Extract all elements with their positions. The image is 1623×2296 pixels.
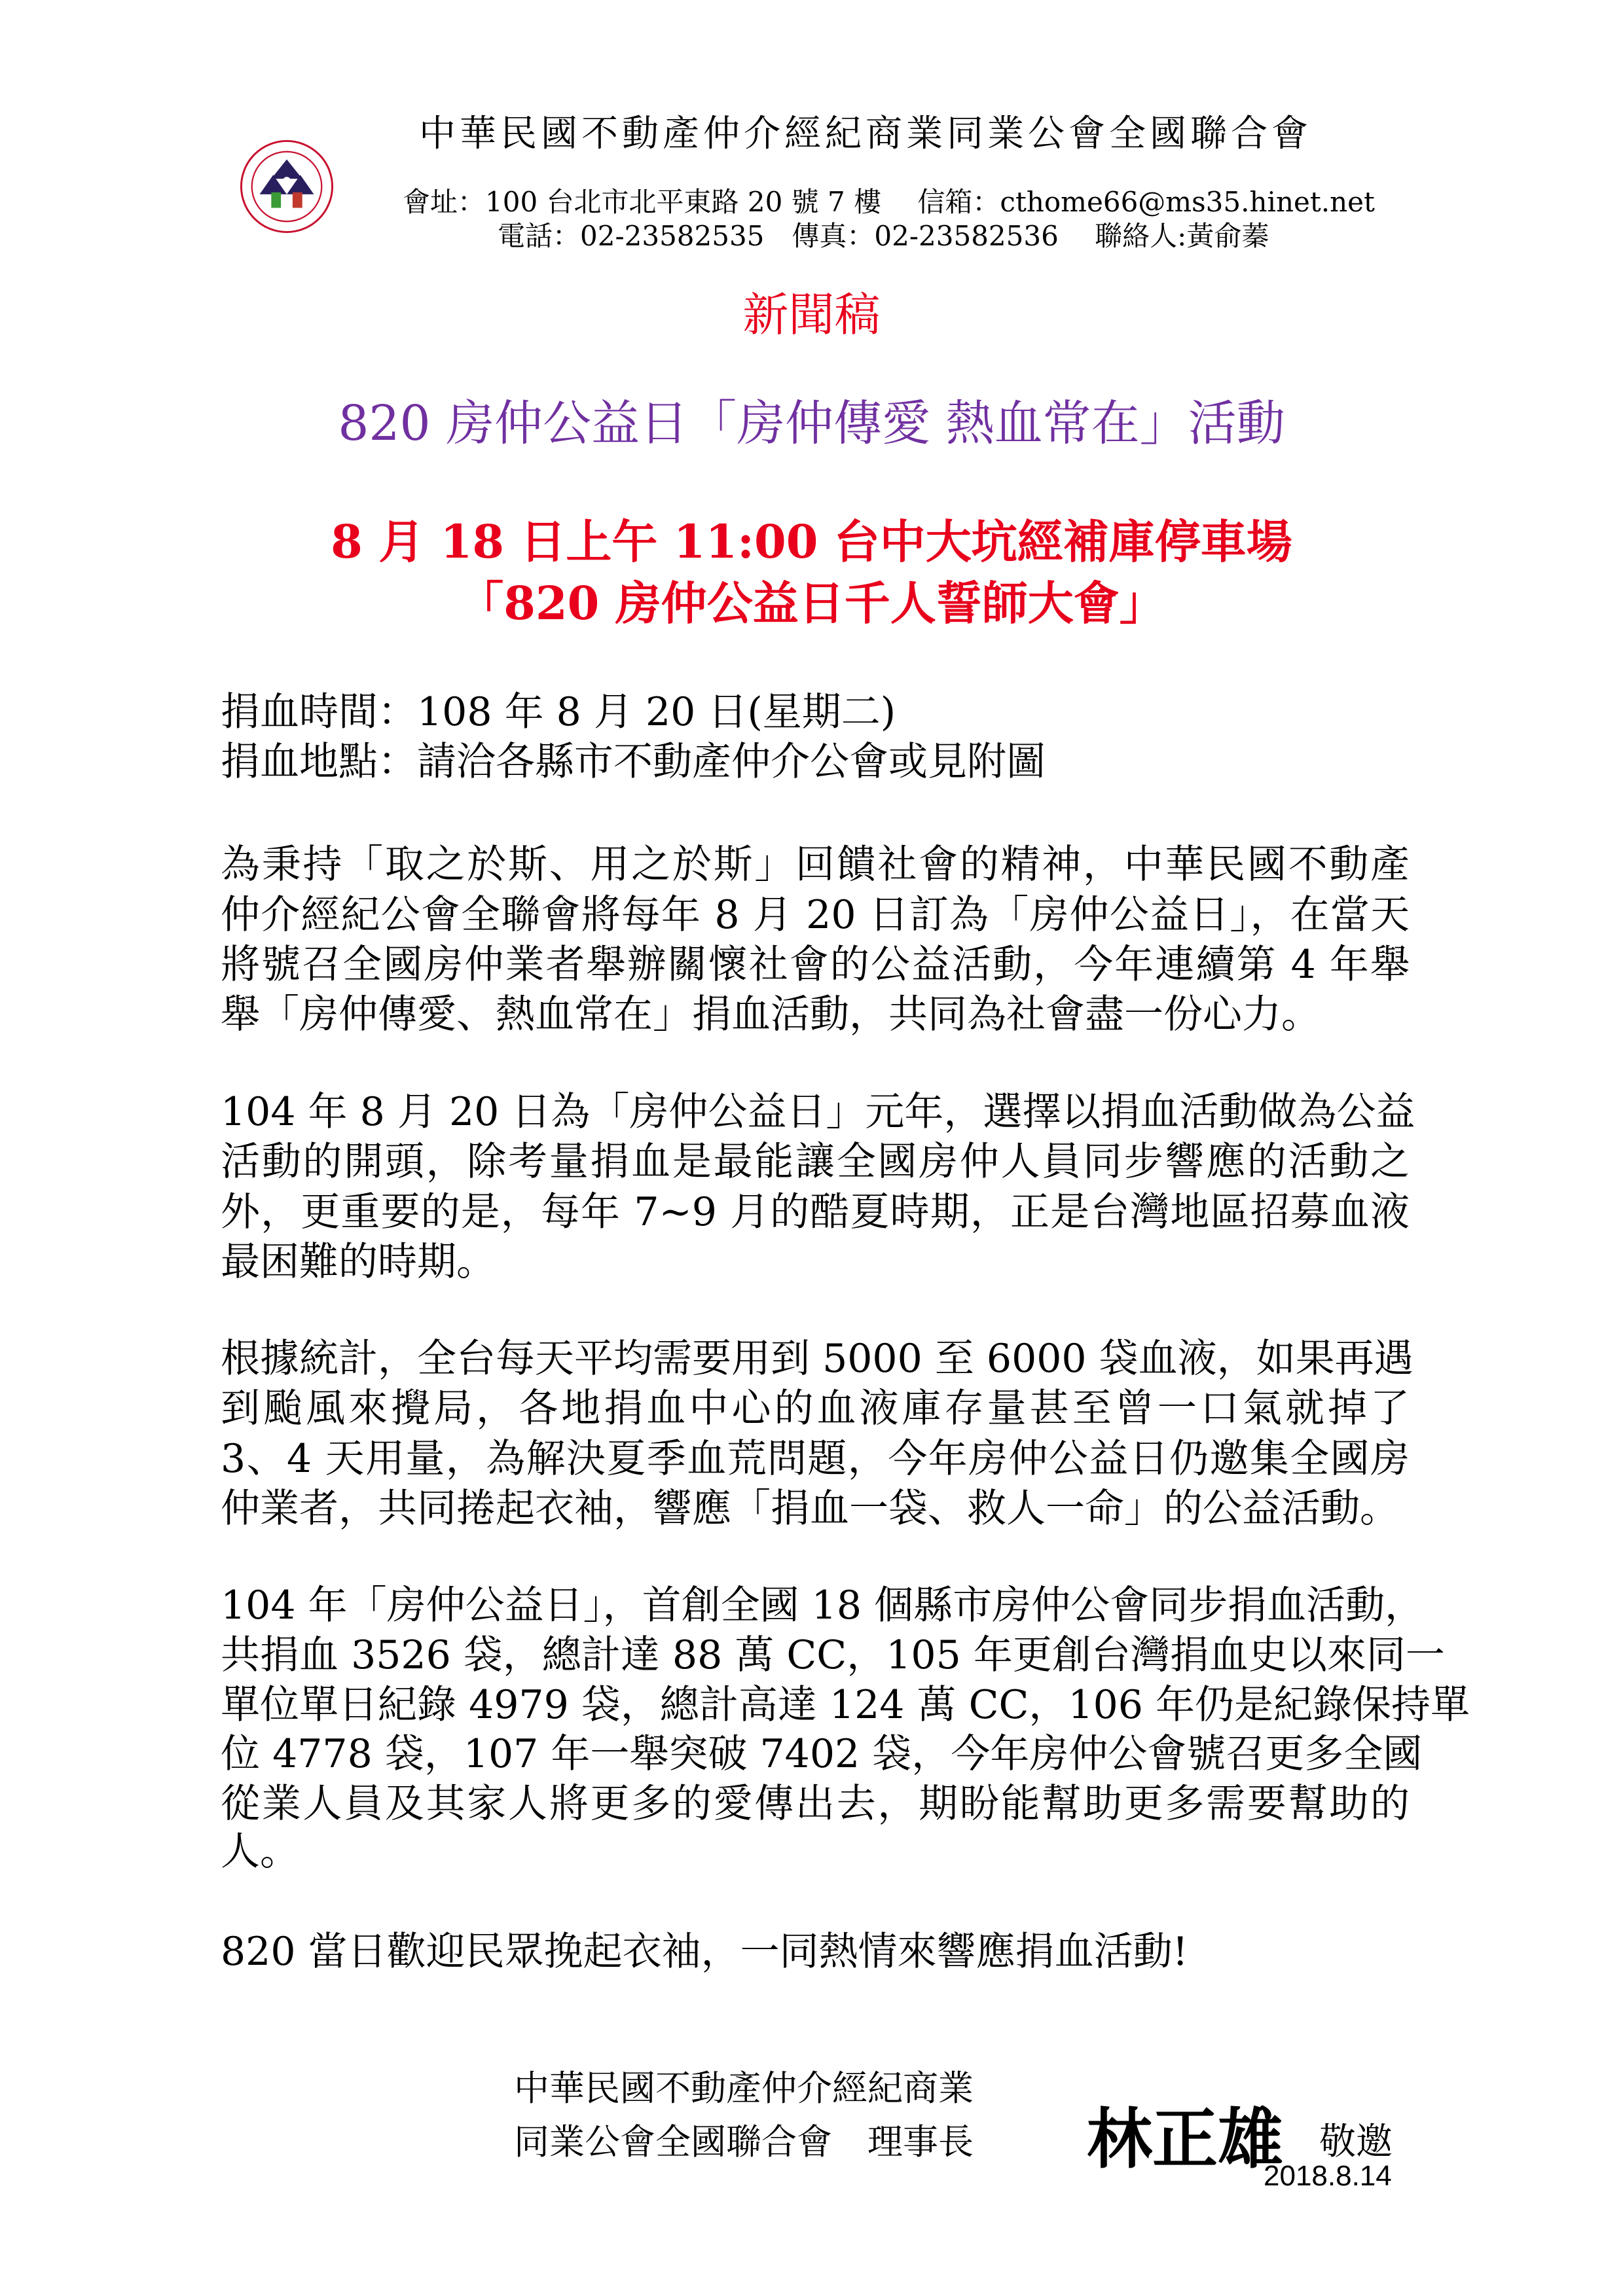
paragraph-line: 到颱風來攪局，各地捐血中心的血液庫存量甚至曾一口氣就掉了 — [221, 1386, 1410, 1431]
paragraph-line: 820 當日歡迎民眾挽起衣袖，一同熱情來響應捐血活動! — [221, 1929, 1188, 1975]
contact-line: 電話：02-23582535 傳真：02-23582536 聯絡人:黃俞蓁 — [498, 220, 1269, 252]
paragraph-line: 仲介經紀公會全聯會將每年 8 月 20 日訂為「房仲公益日」，在當天 — [221, 892, 1410, 938]
event-subtitle-time-place: 8 月 18 日上午 11:00 台中大坑經補庫停車場 — [331, 514, 1292, 569]
paragraph-line: 104 年「房仲公益日」，首創全國 18 個縣市房仲公會同步捐血活動， — [221, 1583, 1425, 1628]
paragraph-line: 共捐血 3526 袋，總計達 88 萬 CC，105 年更創台灣捐血史以來同一 — [221, 1632, 1445, 1678]
address-email-line: 會址：100 台北市北平東路 20 號 7 樓 信箱：cthome66@ms35.hinet.net — [403, 186, 1375, 218]
paragraph-line: 活動的開頭，除考量捐血是最能讓全國房仲人員同步響應的活動之 — [221, 1139, 1410, 1185]
document-date: 2018.8.14 — [1264, 2160, 1392, 2192]
event-title: 820 房仲公益日「房仲傳愛 熱血常在」活動 — [338, 395, 1285, 452]
paragraph-line: 將號召全國房仲業者舉辦關懷社會的公益活動，今年連續第 4 年舉 — [221, 942, 1410, 988]
paragraph-line: 單位單日紀錄 4979 袋，總計高達 124 萬 CC，106 年仍是紀錄保持單 — [221, 1682, 1470, 1728]
association-logo-icon — [238, 138, 335, 235]
signature-org-line1: 中華民國不動產仲介經紀商業 — [514, 2068, 974, 2109]
paragraph-line: 最困難的時期。 — [221, 1239, 496, 1285]
donation-time: 捐血時間：108 年 8 月 20 日(星期二) — [221, 689, 896, 735]
paragraph-line: 位 4778 袋，107 年一舉突破 7402 袋，今年房仲公會號召更多全國 — [221, 1731, 1423, 1777]
regards: 敬邀 — [1319, 2121, 1393, 2163]
paragraph-line: 外，更重要的是，每年 7~9 月的酷夏時期，正是台灣地區招募血液 — [221, 1189, 1410, 1235]
paragraph-line: 仲業者，共同捲起衣袖，響應「捐血一袋、救人一命」的公益活動。 — [221, 1486, 1399, 1532]
organization-name: 中華民國不動產仲介經紀商業同業公會全國聯合會 — [419, 113, 1312, 155]
donation-place: 捐血地點：請洽各縣市不動產仲介公會或見附圖 — [221, 739, 1046, 785]
paragraph-line: 人。 — [221, 1829, 299, 1874]
signer-name: 林正雄 — [1087, 2101, 1283, 2178]
paragraph-line: 104 年 8 月 20 日為「房仲公益日」元年，選擇以捐血活動做為公益 — [221, 1089, 1415, 1135]
paragraph-line: 舉「房仲傳愛、熱血常在」捐血活動，共同為社會盡一份心力。 — [221, 992, 1321, 1037]
signature-org-line2: 同業公會全國聯合會 理事長 — [514, 2121, 974, 2162]
paragraph-line: 為秉持「取之於斯、用之於斯」回饋社會的精神，中華民國不動產 — [221, 842, 1410, 888]
paragraph-line: 根據統計，全台每天平均需要用到 5000 至 6000 袋血液，如果再遇 — [221, 1336, 1413, 1382]
paragraph-line: 從業人員及其家人將更多的愛傳出去，期盼能幫助更多需要幫助的 — [221, 1781, 1410, 1827]
press-release-heading: 新聞稿 — [742, 288, 881, 342]
paragraph-line: 3、4 天用量，為解決夏季血荒問題，今年房仲公益日仍邀集全國房 — [221, 1436, 1410, 1482]
event-subtitle-name: 「820 房仲公益日千人誓師大會」 — [458, 576, 1165, 630]
